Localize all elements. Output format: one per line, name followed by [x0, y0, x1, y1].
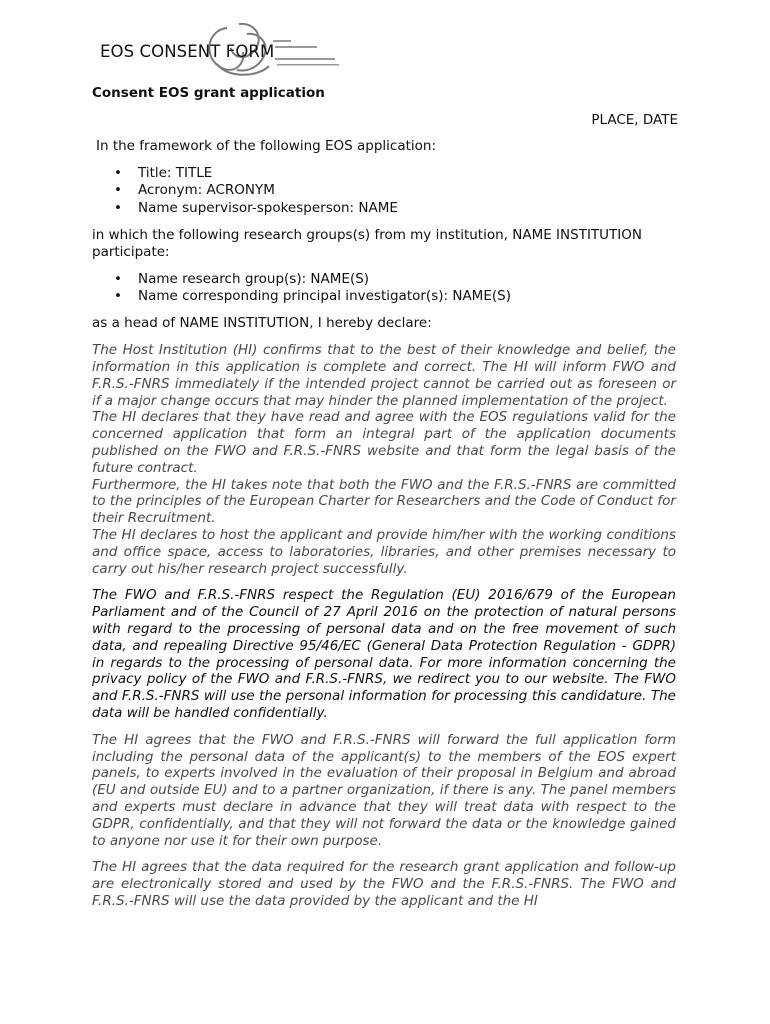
- research-groups-intro: in which the following research groups(s) from my institution, NAME INSTITUTION participate:: [92, 227, 643, 260]
- gdpr-paragraph: The FWO and F.R.S.-FNRS respect the Regulation (EU) 2016/679 of the European Parliament and of the Council of 27 April 2016 on the protection of natural persons with regard to the processing of personal data and on the free movement of such data, and repealing Directive 95/46/EC (General Data Protection Regulation - GDPR) in regards to the processing of personal data. For more information concerning the privacy policy of the FWO and F.R.S.-FNRS, we redirect you to our website. The FWO and F.R.S.-FNRS will use the personal information for processing this candidature. The data will be handled confidentially.: [92, 587, 676, 721]
- list-item: • Name corresponding principal investigator(s): NAME(S): [138, 288, 676, 305]
- list-item: • Name supervisor-spokesperson: NAME: [138, 200, 676, 217]
- data-forwarding-paragraph: The HI agrees that the FWO and F.R.S.-FNRS will forward the full application form including the personal data of the applicant(s) to the members of the EOS expert panels, to experts involved in the evaluation of their proposal in Belgium and abroad (EU and outside EU) and to a partner organization, if there is any. The panel members and experts must declare in advance that they will treat data with respect to the GDPR, confidentially, and that they will not forward the data or the knowledge gained to anyone nor use it for their own purpose.: [92, 731, 676, 849]
- list-item: • Name research group(s): NAME(S): [138, 271, 676, 288]
- list-item: • Title: TITLE: [138, 165, 676, 182]
- declare-intro: as a head of NAME INSTITUTION, I hereby declare:: [92, 315, 432, 332]
- declaration-paragraph: Furthermore, the HI takes note that both the FWO and the F.R.S.-FNRS are committed to the principles of the European Charter for Researchers and the Code of Conduct for their Recruitment.: [92, 476, 676, 527]
- list-item: • Acronym: ACRONYM: [138, 182, 676, 199]
- document-header: [95, 18, 375, 80]
- declaration-paragraph: The HI declares that they have read and agree with the EOS regulations valid for the concerned application that form an integral part of the application documents published on the FWO and F.R.S.-FNRS website and that form the legal basis of the future contract.: [92, 409, 676, 476]
- place-date: PLACE, DATE: [591, 112, 678, 128]
- section-title: Consent EOS grant application: [92, 85, 325, 101]
- intro-text: In the framework of the following EOS application:: [96, 138, 437, 154]
- declaration-paragraph: The HI declares to host the applicant and provide him/her with the working conditions and office space, access to laboratories, libraries, and other premises necessary to carry out his/her research project successfully.: [92, 526, 676, 577]
- declarations-block: [92, 342, 676, 577]
- application-details-list: [92, 165, 676, 217]
- document-body: [92, 138, 676, 920]
- research-groups-list: [92, 271, 676, 306]
- form-title: EOS CONSENT FORM: [100, 42, 275, 61]
- data-storage-paragraph: The HI agrees that the data required for the research grant application and follow-up are electronically stored and used by the FWO and the F.R.S.-FNRS. The FWO and F.R.S.-FNRS will use the data provided by the applicant and the HI: [92, 859, 676, 909]
- declaration-paragraph: The Host Institution (HI) confirms that to the best of their knowledge and belief, the information in this application is complete and correct. The HI will inform FWO and F.R.S.-FNRS immediately if the intended project cannot be carried out as foreseen or if a major change occurs that may hinder the planned implementation of the project.: [92, 342, 676, 409]
